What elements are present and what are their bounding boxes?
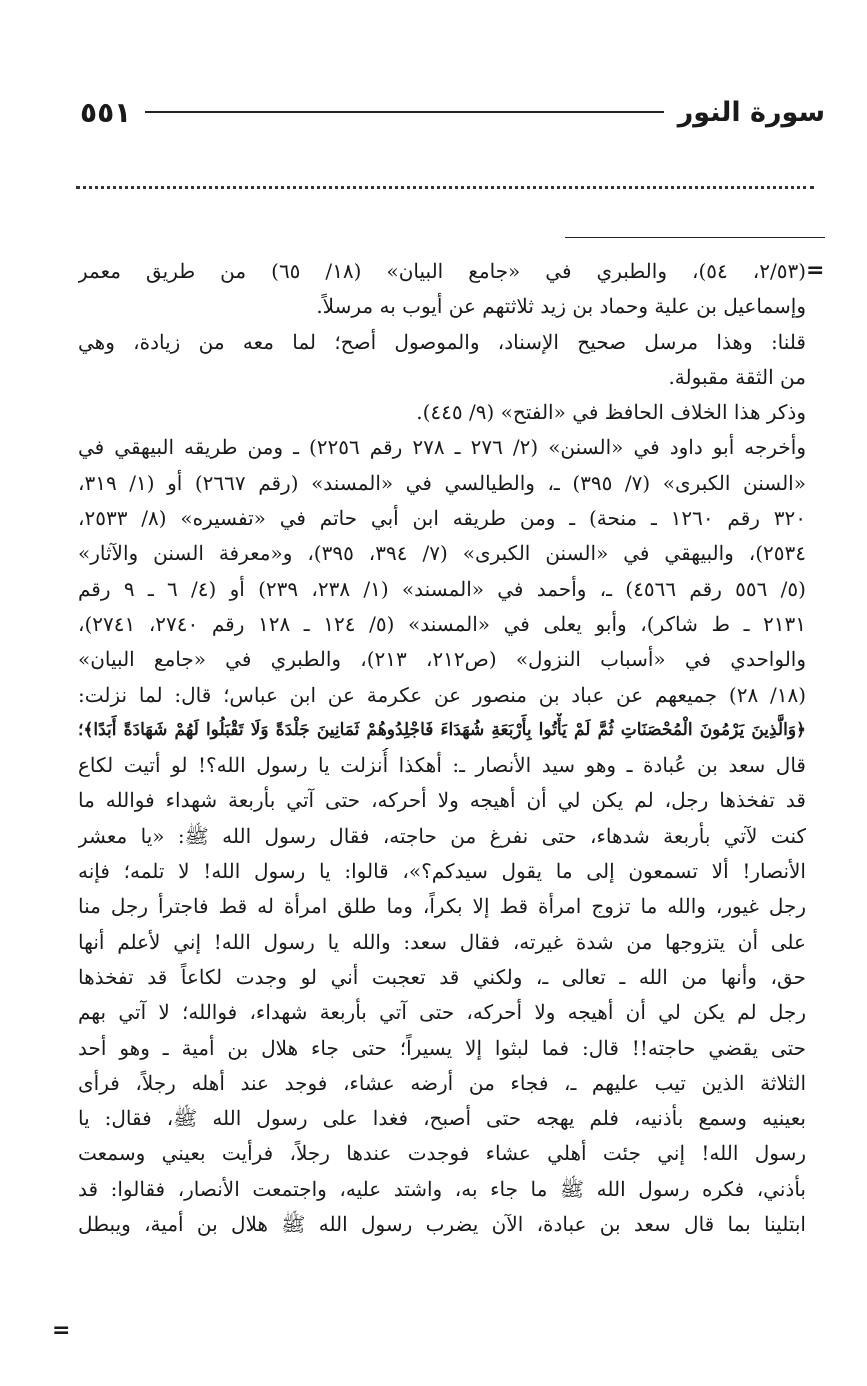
continuation-marker-top: = xyxy=(806,258,825,283)
page-number: ٥٥١ xyxy=(80,95,132,129)
text-line: حتى يقضي حاجته!! قال: فما لبثوا إلا يسيراً؛ حتى جاء هلال بن أمية ـ وهو أحد xyxy=(78,1035,806,1060)
text-line: رسول الله! إني جئت أهلي عشاء فوجدت عندها رجلاً، فرأيت بعيني وسمعت xyxy=(78,1141,806,1166)
text-line: ٢٥٣٤)، والبيهقي في «السنن الكبرى» (٧/ ٣٩٤، ٣٩٥)، و«معرفة السنن والآثار» xyxy=(78,541,806,566)
text-line: ٣٢٠ رقم ١٢٦٠ ـ منحة) ـ ومن طريقه ابن أبي حاتم في «تفسيره» (٨/ ٢٥٣٣، xyxy=(78,506,806,531)
text-line: والواحدي في «أسباب النزول» (ص٢١٢، ٢١٣)، والطبري في «جامع البيان» xyxy=(78,647,806,672)
surah-title: سورة النور xyxy=(677,96,825,128)
text-line: (٥/ ٥٥٦ رقم ٤٥٦٦) ـ، وأحمد في «المسند» (١/ ٢٣٨، ٢٣٩) أو (٤/ ٦ ـ ٩ رقم xyxy=(78,576,806,601)
text-line: (١٨/ ٢٨) جميعهم عن عباد بن منصور عن عكرمة عن ابن عباس؛ قال: لما نزلت: xyxy=(78,682,806,707)
text-line: قد تفخذها رجل، لم يكن لي أن أهيجه ولا أحركه، حتى آتي بأربعة شهداء فوالله ما xyxy=(78,788,806,813)
header-rule xyxy=(145,111,663,113)
dotted-separator xyxy=(76,186,814,189)
quran-verse-line: ﴿وَالَّذِينَ يَرْمُونَ الْمُحْصَنَاتِ ثُمَّ لَمْ يَأْتُوا بِأَرْبَعَةِ شُهَدَاءَ فَاجْلِدُوهُمْ ثَمَانِينَ جَلْدَةً وَلَا تَقْبَلُوا لَهُمْ شَهَادَةً أَبَدًا﴾؛ xyxy=(78,719,806,740)
text-line: على أن يتزوجها من شدة غيرته، فقال سعد: والله يا رسول الله! إني لأعلم أنها xyxy=(78,929,806,954)
text-line: من الثقة مقبولة. xyxy=(668,364,806,389)
text-line: ٢١٣١ ـ ط شاكر)، وأبو يعلى في «المسند» (٥/ ١٢٤ ـ ١٢٨ رقم ٢٧٤٠، ٢٧٤١)، xyxy=(78,611,806,636)
footnote-text xyxy=(78,254,806,1242)
page-header xyxy=(80,92,825,132)
text-line: قلنا: وهذا مرسل صحيح الإسناد، والموصول أصح؛ لما معه من زيادة، وهي xyxy=(78,329,806,354)
text-line: وإسماعيل بن علية وحماد بن زيد ثلاثتهم عن أيوب به مرسلاً. xyxy=(316,294,806,319)
text-line: الأنصار! ألا تسمعون إلى ما يقول سيدكم؟»، قالوا: يا رسول الله! لا تلمه؛ فإنه xyxy=(78,859,806,884)
text-line: رجل غيور، والله ما تزوج امرأة قط إلا بكراً، وما طلق امرأة له قط فاجترأ رجل منا xyxy=(78,894,806,919)
footnote-rule xyxy=(565,237,825,238)
text-line: وأخرجه أبو داود في «السنن» (٢/ ٢٧٦ ـ ٢٧٨ رقم ٢٢٥٦) ـ ومن طريقه البيهقي في xyxy=(78,435,806,460)
text-line: قال سعد بن عُبادة ـ وهو سيد الأنصار ـ: أهكذا أُنزلت يا رسول الله؟! لو أتيت لكاع xyxy=(78,753,806,778)
text-line: (٢/٥٣، ٥٤)، والطبري في «جامع البيان» (١٨/ ٦٥) من طريق معمر xyxy=(78,259,806,283)
text-line: رجل لم يكن لي أن أهيجه ولا أحركه، حتى آتي بأربعة شهداء، فوالله؛ لا آتي بهم xyxy=(78,1000,806,1025)
text-line: الثلاثة الذين تيب عليهم ـ، فجاء من أرضه عشاء، فوجد عند أهله رجلاً، فرأى xyxy=(78,1070,806,1095)
continuation-marker-bottom: = xyxy=(52,1318,71,1343)
text-line: حق، وأنها من الله ـ تعالى ـ، ولكني قد تعجبت أني لو وجدت لكاعاً قد تفخذها xyxy=(78,964,806,989)
text-line: بعينيه وسمع بأذنيه، فلم يهجه حتى أصبح، فغدا على رسول الله ﷺ، فقال: يا xyxy=(78,1106,806,1131)
text-line: ابتلينا بما قال سعد بن عبادة، الآن يضرب رسول الله ﷺ هلال بن أمية، ويبطل xyxy=(78,1212,806,1237)
text-line: بأذني، فكره رسول الله ﷺ ما جاء به، واشتد عليه، واجتمعت الأنصار، فقالوا: قد xyxy=(78,1176,806,1201)
text-line: كنت لآتي بأربعة شدهاء، حتى نفرغ من حاجته، فقال رسول الله ﷺ: «يا معشر xyxy=(78,823,806,848)
text-line: «السنن الكبرى» (٧/ ٣٩٥) ـ، والطيالسي في «المسند» (رقم ٢٦٦٧) أو (١/ ٣١٩، xyxy=(78,470,806,495)
text-line: وذكر هذا الخلاف الحافظ في «الفتح» (٩/ ٤٤٥). xyxy=(416,400,806,425)
